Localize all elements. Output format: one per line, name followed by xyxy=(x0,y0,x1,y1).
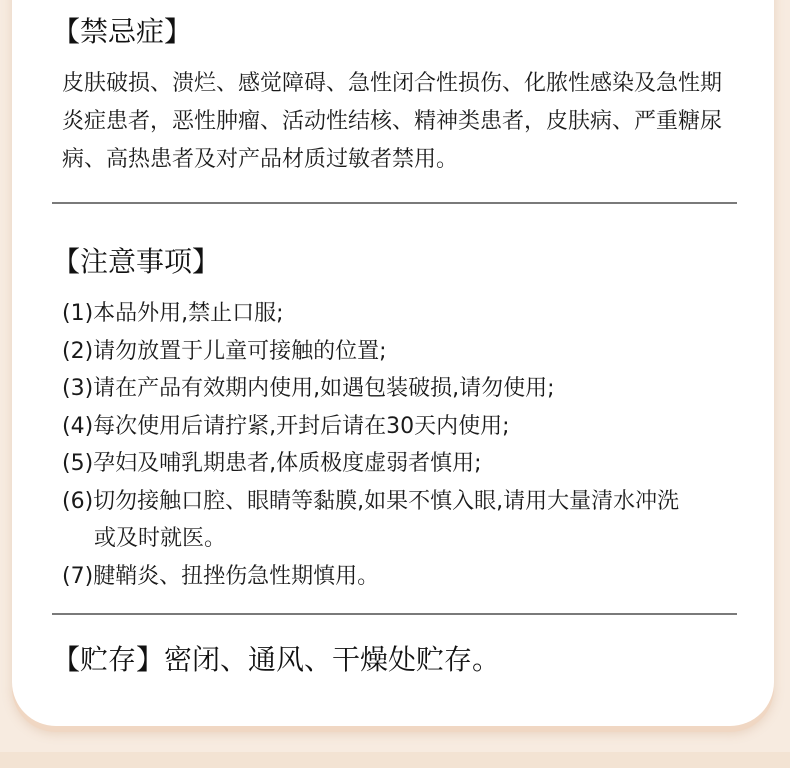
page-bottom-strip xyxy=(0,752,790,768)
precaution-item: (2)请勿放置于儿童可接触的位置; xyxy=(62,338,387,364)
storage-text: 密闭、通风、干燥处贮存。 xyxy=(164,643,501,676)
precaution-item: (7)腱鞘炎、扭挫伤急性期慎用。 xyxy=(62,563,380,589)
precaution-item: (4)每次使用后请拧紧,开封后请在30天内使用; xyxy=(62,413,510,439)
precaution-item: (5)孕妇及哺乳期患者,体质极度虚弱者慎用; xyxy=(62,451,482,476)
contraindications-line: 病、高热患者及对产品材质过敏者禁用。 xyxy=(62,147,459,172)
precaution-item: (6)切勿接触口腔、眼睛等黏膜,如果不慎入眼,请用大量清水冲洗 xyxy=(62,488,680,514)
storage-label: 【贮存】 xyxy=(52,643,165,676)
contraindications-line: 皮肤破损、溃烂、感觉障碍、急性闭合性损伤、化脓性感染及急性期 xyxy=(62,71,723,96)
precautions-list xyxy=(62,295,752,595)
precautions-heading: 【注意事项】 xyxy=(52,245,221,278)
contraindications-line: 炎症患者，恶性肿瘤、活动性结核、精神类患者，皮肤病、严重糖尿 xyxy=(62,109,723,134)
precaution-item: (1)本品外用,禁止口服; xyxy=(62,301,284,326)
precaution-item-continuation: 或及时就医。 xyxy=(94,526,227,551)
contraindications-text xyxy=(62,65,752,179)
section-divider xyxy=(52,613,737,615)
section-divider xyxy=(52,202,737,204)
precaution-item: (3)请在产品有效期内使用,如遇包装破损,请勿使用; xyxy=(62,376,555,401)
contraindications-heading: 【禁忌症】 xyxy=(52,15,193,48)
storage-line xyxy=(52,640,500,680)
